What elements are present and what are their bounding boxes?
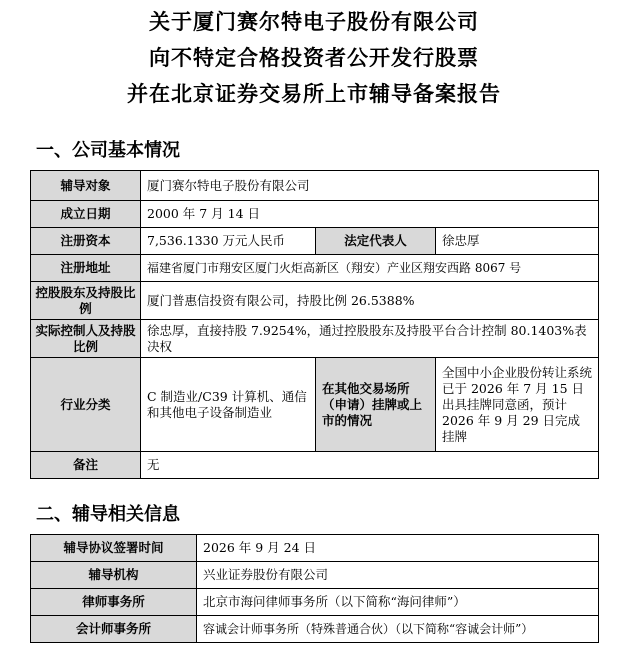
section-2-heading: 二、辅导相关信息 [36, 504, 180, 525]
capital-value: 7,536.1330 万元人民币 [141, 228, 316, 255]
table-row [31, 535, 599, 562]
table-row [31, 201, 599, 228]
company-info-table [30, 170, 599, 479]
tutoring-info-table [30, 534, 599, 643]
table-row [31, 282, 599, 320]
controlling-shareholder-label: 控股股东及持股比例 [31, 282, 141, 320]
table-row [31, 616, 599, 643]
table-row [31, 562, 599, 589]
target-label: 辅导对象 [31, 171, 141, 201]
founded-value: 2000 年 7 月 14 日 [141, 201, 599, 228]
other-listing-label: 在其他交易场所（申请）挂牌或上市的情况 [316, 358, 436, 452]
agreement-date-label: 辅导协议签署时间 [31, 535, 197, 562]
controlling-shareholder-value: 厦门普惠信投资有限公司，持股比例 26.5388% [141, 282, 599, 320]
agency-label: 辅导机构 [31, 562, 197, 589]
industry-label: 行业分类 [31, 358, 141, 452]
table-row [31, 255, 599, 282]
legal-rep-value: 徐忠厚 [436, 228, 599, 255]
table-row [31, 452, 599, 479]
agreement-date-value: 2026 年 9 月 24 日 [197, 535, 599, 562]
document-title [0, 4, 628, 112]
agency-value: 兴业证券股份有限公司 [197, 562, 599, 589]
law-firm-label: 律师事务所 [31, 589, 197, 616]
address-label: 注册地址 [31, 255, 141, 282]
table-row [31, 358, 599, 452]
address-value: 福建省厦门市翔安区厦门火炬高新区（翔安）产业区翔安西路 8067 号 [141, 255, 599, 282]
title-line-2: 向不特定合格投资者公开发行股票 [149, 46, 479, 70]
remarks-label: 备注 [31, 452, 141, 479]
target-value: 厦门赛尔特电子股份有限公司 [141, 171, 599, 201]
title-line-3: 并在北京证券交易所上市辅导备案报告 [127, 82, 501, 106]
table-row [31, 228, 599, 255]
table-row [31, 320, 599, 358]
actual-controller-label: 实际控制人及持股比例 [31, 320, 141, 358]
other-listing-value: 全国中小企业股份转让系统已于 2026 年 7 月 15 日出具挂牌同意函，预计 2026 年 9 月 29 日完成挂牌 [436, 358, 599, 452]
title-line-1: 关于厦门赛尔特电子股份有限公司 [149, 10, 479, 34]
table-row [31, 589, 599, 616]
founded-label: 成立日期 [31, 201, 141, 228]
accounting-firm-label: 会计师事务所 [31, 616, 197, 643]
table-row [31, 171, 599, 201]
section-1-heading: 一、公司基本情况 [36, 140, 180, 161]
capital-label: 注册资本 [31, 228, 141, 255]
remarks-value: 无 [141, 452, 599, 479]
accounting-firm-value: 容诚会计师事务所（特殊普通合伙）（以下简称“容诚会计师”） [197, 616, 599, 643]
actual-controller-value: 徐忠厚，直接持股 7.9254%，通过控股股东及持股平台合计控制 80.1403%表决权 [141, 320, 599, 358]
law-firm-value: 北京市海问律师事务所（以下简称“海问律师”） [197, 589, 599, 616]
legal-rep-label: 法定代表人 [316, 228, 436, 255]
industry-value: C 制造业/C39 计算机、通信和其他电子设备制造业 [141, 358, 316, 452]
